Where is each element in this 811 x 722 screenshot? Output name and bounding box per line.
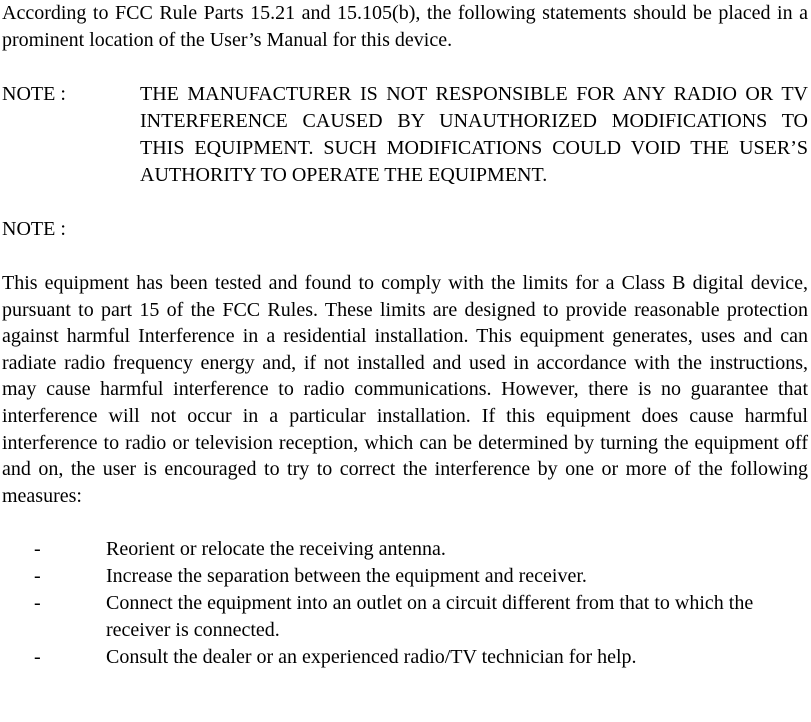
list-bullet: - — [34, 538, 41, 561]
measures-list — [2, 536, 808, 671]
second-note-label: NOTE : — [2, 218, 66, 240]
note-label: NOTE : — [2, 83, 66, 105]
list-bullet: - — [34, 592, 41, 615]
list-item-text: Increase the separation between the equipment and receiver. — [106, 565, 587, 588]
list-item-text: Consult the dealer or an experienced radio/TV technician for help. — [106, 646, 637, 669]
list-item-text: Connect the equipment into an outlet on a circuit different from that to which the receiver is connected. — [106, 592, 754, 642]
compliance-paragraph: This equipment has been tested and found to comply with the limits for a Class B digital device, pursuant to part 15 of the FCC Rules. These limits are designed to provide reasonable protection against harmful Interference in a residential installation. This equipment generates, uses and can radiate radio frequency energy and, if not installed and used in accordance with the instructions, may cause harmful interference to radio communications. However, there is no guarantee that interference will not occur in a particular installation. If this equipment does cause harmful interference to radio or television reception, which can be determined by turning the equipment off and on, the user is encouraged to try to correct the interference by one or more of the following measures: — [2, 272, 808, 507]
document-page — [2, 0, 808, 691]
list-bullet: - — [34, 646, 41, 669]
list-item — [2, 644, 808, 671]
manufacturer-note — [2, 81, 808, 189]
list-item — [2, 536, 808, 563]
list-item — [2, 563, 808, 590]
list-bullet: - — [34, 565, 41, 588]
intro-paragraph: According to FCC Rule Parts 15.21 and 15.105(b), the following statements should be placed in a prominent location of the User’s Manual for this device. — [2, 2, 808, 51]
list-item-text: Reorient or relocate the receiving antenna. — [106, 538, 446, 561]
note-text: THE MANUFACTURER IS NOT RESPONSIBLE FOR ANY RADIO OR TV INTERFERENCE CAUSED BY UNAUTHORIZED MODIFICATIONS TO THIS EQUIPMENT. SUCH MODIFICATIONS COULD VOID THE USER’S AUTHORITY TO OPERATE THE EQUIPMENT. — [140, 83, 808, 186]
list-item — [2, 590, 808, 644]
